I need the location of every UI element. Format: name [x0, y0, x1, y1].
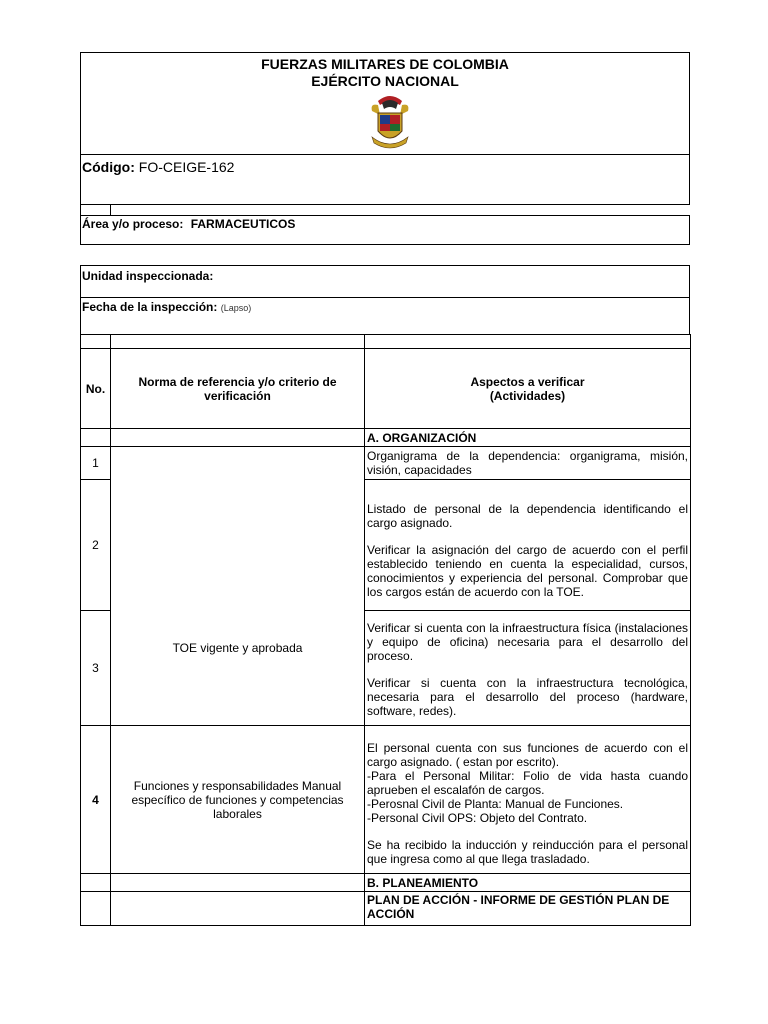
norma-toe: TOE vigente y aprobada: [111, 447, 365, 726]
code-label: Código:: [82, 159, 135, 175]
inspection-table: [80, 334, 691, 926]
table-header-row: [81, 349, 691, 429]
aspectos-cell: Verificar si cuenta con la infraestructura física (instalaciones y equipo de oficina) necesaria para el desarrollo del proceso. Verificar si cuenta con la infraestructura tecnológica, necesaria para el desarrollo del proceso (hardware, software, redes).: [365, 611, 691, 726]
section-b-sub-row: [81, 892, 691, 926]
header-aspectos: Aspectos a verificar (Actividades): [365, 349, 691, 429]
org-title-line2: EJÉRCITO NACIONAL: [311, 73, 459, 89]
header-no: No.: [81, 349, 111, 429]
area-box: [80, 215, 690, 245]
code-box: [80, 154, 690, 205]
org-title-line1: FUERZAS MILITARES DE COLOMBIA: [261, 56, 509, 72]
table-spacer-row: [81, 335, 691, 349]
unit-date-box: [80, 265, 690, 335]
row-number: 2: [81, 480, 111, 611]
aspectos-cell: El personal cuenta con sus funciones de acuerdo con el cargo asignado. ( estan por escrito). -Para el Personal Militar: Folio de vida hasta cuando aprueben el escalafón de cargos. -Perosnal Civil de Planta: Manual de Funciones. -Personal Civil OPS: Objeto del Contrato. Se ha recibido la inducción y reinducción para el personal que ingresa como al que llega trasladado.: [365, 726, 691, 874]
table-row: [81, 447, 691, 480]
unit-label: Unidad inspeccionada:: [82, 269, 214, 283]
unit-row: [81, 266, 689, 298]
header-norma: Norma de referencia y/o criterio de verificación: [111, 349, 365, 429]
date-label: Fecha de la inspección:: [82, 300, 218, 314]
section-b-subtitle: PLAN DE ACCIÓN - INFORME DE GESTIÓN PLAN DE ACCIÓN: [365, 892, 691, 926]
table-row: [81, 726, 691, 874]
area-value: FARMACEUTICOS: [190, 217, 296, 231]
norma-funciones: Funciones y responsabilidades Manual específico de funciones y competencias laborales: [111, 726, 365, 874]
aspectos-cell: Listado de personal de la dependencia identificando el cargo asignado. Verificar la asignación del cargo de acuerdo con el perfil establecido teniendo en cuenta la especialidad, cursos, conocimientos y experiencia del personal. Comprobar que los cargos están de acuerdo con la TOE.: [365, 480, 691, 611]
section-b-row: [81, 874, 691, 892]
row-number: 4: [81, 726, 111, 874]
aspectos-cell: Organigrama de la dependencia: organigrama, misión, visión, capacidades: [365, 447, 691, 480]
section-a-title: A. ORGANIZACIÓN: [365, 429, 691, 447]
army-crest-icon: [368, 93, 412, 151]
date-hint: (Lapso): [220, 303, 252, 313]
area-label: Área y/o proceso:: [82, 217, 184, 231]
row-number: 1: [81, 447, 111, 480]
row-number: 3: [81, 611, 111, 726]
code-value: FO-CEIGE-162: [138, 159, 235, 175]
section-a-row: [81, 429, 691, 447]
section-b-title: B. PLANEAMIENTO: [365, 874, 691, 892]
